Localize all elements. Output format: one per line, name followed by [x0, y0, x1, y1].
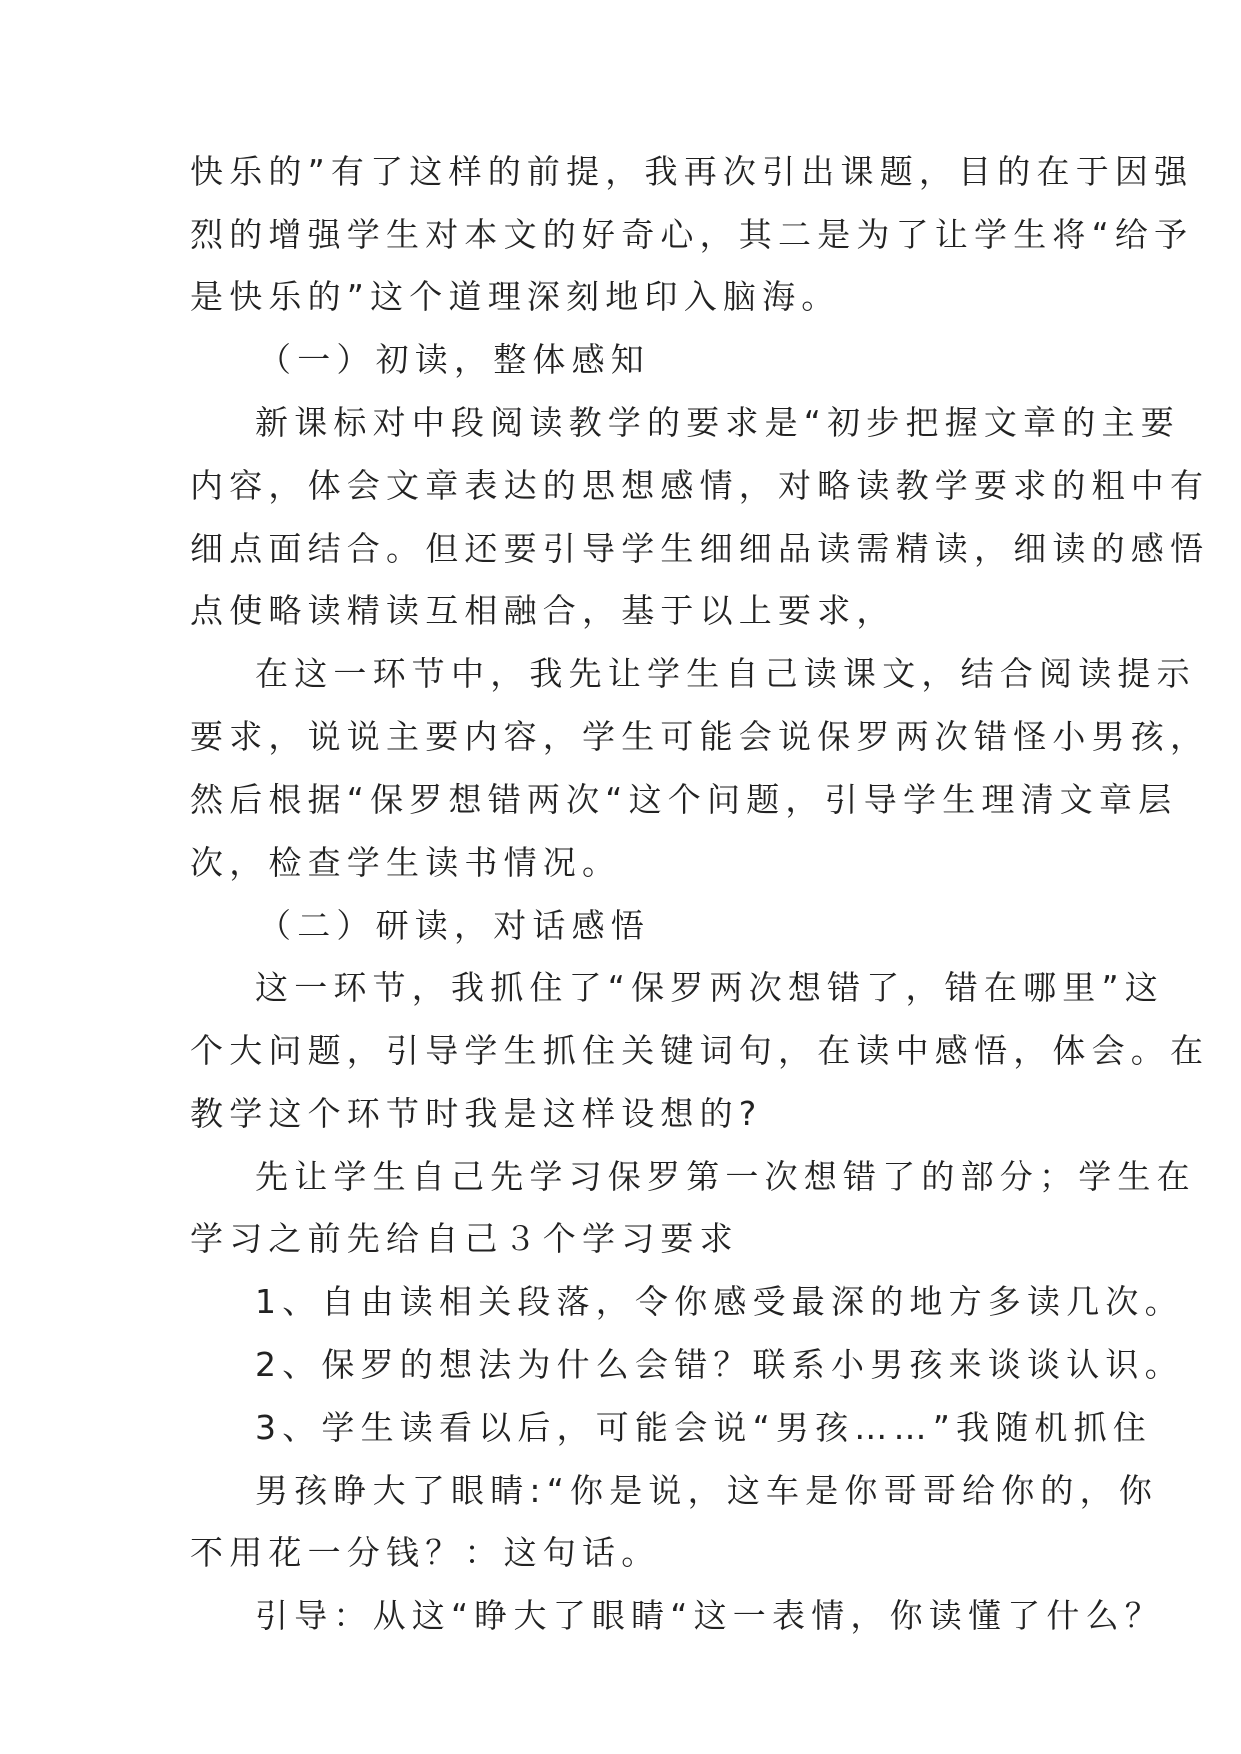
paragraph-line: 烈的增强学生对本文的好奇心，其二是为了让学生将“给予	[190, 215, 1194, 254]
list-item: 3、学生读看以后，可能会说“男孩……”我随机抓住	[255, 1408, 1152, 1447]
paragraph-line: 引导：从这“睁大了眼睛“这一表情，你读懂了什么？	[255, 1596, 1164, 1635]
paragraph-line: 不用花一分钱？：这句话。	[190, 1533, 661, 1572]
paragraph-line: 点使略读精读互相融合，基于以上要求，	[190, 591, 896, 630]
paragraph-line: 男孩睁大了眼睛:“你是说，这车是你哥哥给你的，你	[255, 1471, 1159, 1510]
paragraph-line: 教学这个环节时我是这样设想的?	[190, 1094, 763, 1133]
paragraph-line: 这一环节，我抓住了“保罗两次想错了，错在哪里”这	[255, 968, 1164, 1007]
paragraph-line: 先让学生自己先学习保罗第一次想错了的部分；学生在	[255, 1157, 1196, 1196]
paragraph-line: 是快乐的”这个道理深刻地印入脑海。	[190, 277, 841, 316]
section-heading: （二）研读，对话感悟	[258, 906, 650, 945]
paragraph-line: 个大问题，引导学生抓住关键词句，在读中感悟，体会。在	[190, 1031, 1210, 1070]
list-item: 2、保罗的想法为什么会错？联系小男孩来谈谈认识。	[255, 1345, 1184, 1384]
paragraph-line: 学习之前先给自己３个学习要求	[190, 1219, 739, 1258]
paragraph-line: 内容，体会文章表达的思想感情，对略读教学要求的粗中有	[190, 466, 1210, 505]
paragraph-line: 新课标对中段阅读教学的要求是“初步把握文章的主要	[255, 403, 1180, 442]
paragraph-line: 细点面结合。但还要引导学生细细品读需精读，细读的感悟	[190, 529, 1210, 568]
paragraph-line: 然后根据“保罗想错两次“这个问题，引导学生理清文章层	[190, 780, 1178, 819]
paragraph-line: 在这一环节中，我先让学生自己读课文，结合阅读提示	[255, 654, 1196, 693]
list-item: 1、自由读相关段落，令你感受最深的地方多读几次。	[255, 1282, 1184, 1321]
paragraph-line: 次，检查学生读书情况。	[190, 843, 622, 882]
paragraph-line: 快乐的”有了这样的前提，我再次引出课题，目的在于因强	[190, 152, 1194, 191]
section-heading: （一）初读，整体感知	[258, 340, 650, 379]
paragraph-line: 要求，说说主要内容，学生可能会说保罗两次错怪小男孩，	[190, 717, 1210, 756]
